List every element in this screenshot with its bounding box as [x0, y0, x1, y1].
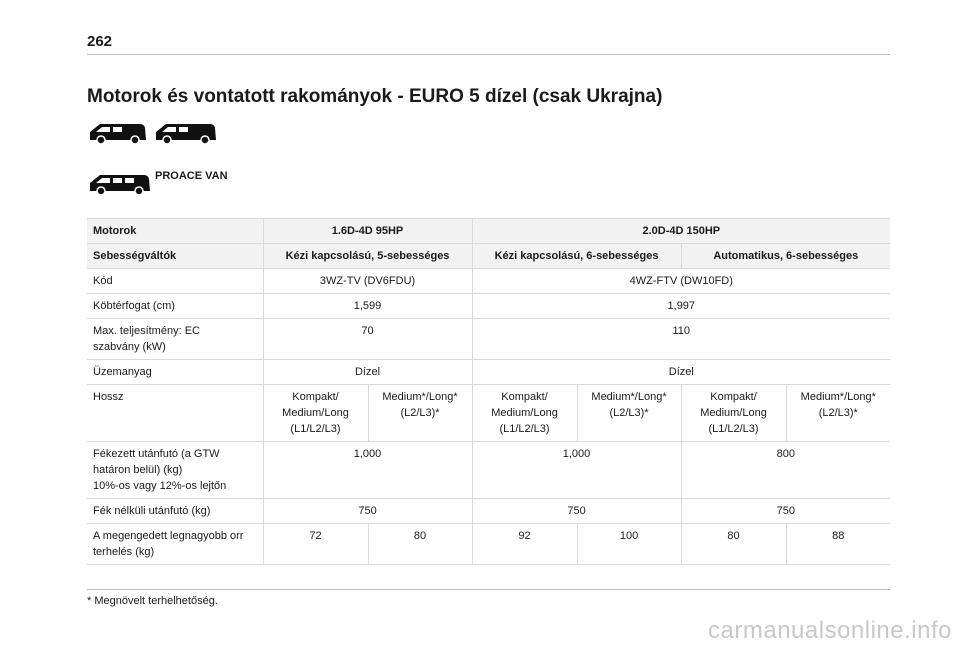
table-row-code — [87, 269, 890, 294]
table-cell: 72 — [263, 524, 368, 565]
table-row-nose-load — [87, 524, 890, 565]
table-cell: 88 — [786, 524, 890, 565]
cell-line: (L2/L3)* — [400, 407, 440, 419]
table-cell: 750 — [681, 499, 890, 524]
table-cell: 800 — [681, 442, 890, 499]
van-medium-icon — [154, 121, 218, 145]
row-label: Üzemanyag — [87, 360, 263, 385]
table-cell: 3WZ-TV (DV6FDU) — [263, 269, 472, 294]
cell-line: (L2/L3)* — [818, 407, 858, 419]
table-row-length — [87, 385, 890, 442]
cell-line: Medium/Long — [700, 407, 767, 419]
cell-line: Medium*/Long* — [800, 391, 876, 403]
row-label-line: szabvány (kW) — [93, 341, 166, 353]
cell-line: (L1/L2/L3) — [499, 423, 550, 435]
table-cell: 750 — [472, 499, 681, 524]
table-row-displacement — [87, 294, 890, 319]
model-label: PROACE VAN — [155, 170, 228, 182]
row-label: Köbtérfogat (cm) — [87, 294, 263, 319]
van-long-icon — [88, 172, 152, 196]
header-divider — [87, 54, 890, 55]
footnote-divider — [87, 589, 890, 590]
table-cell — [368, 385, 472, 442]
table-cell: Dízel — [263, 360, 472, 385]
page-title: Motorok és vontatott rakományok - EURO 5 dízel (csak Ukrajna) — [87, 86, 663, 107]
table-cell: 750 — [263, 499, 472, 524]
table-cell: 80 — [681, 524, 786, 565]
row-label-line: határon belül) (kg) — [93, 464, 183, 476]
table-row-engines — [87, 219, 890, 244]
row-label — [87, 524, 263, 565]
cell-line: Medium*/Long* — [382, 391, 458, 403]
table-cell: 1,000 — [263, 442, 472, 499]
cell-line: Medium/Long — [282, 407, 349, 419]
gearbox-3: Automatikus, 6-sebességes — [681, 244, 890, 269]
cell-line: Medium/Long — [491, 407, 558, 419]
table-row-unbraked-trailer — [87, 499, 890, 524]
table-cell — [472, 385, 577, 442]
row-label — [87, 442, 263, 499]
table-row-fuel — [87, 360, 890, 385]
cell-line: (L1/L2/L3) — [708, 423, 759, 435]
gearbox-1: Kézi kapcsolású, 5-sebességes — [263, 244, 472, 269]
row-label: Kód — [87, 269, 263, 294]
cell-line: Kompakt/ — [501, 391, 548, 403]
table-cell: 100 — [577, 524, 681, 565]
table-cell: 80 — [368, 524, 472, 565]
row-label-line: Max. teljesítmény: EC — [93, 325, 200, 337]
table-row-power — [87, 319, 890, 360]
row-label-line: 10%-os vagy 12%-os lejtőn — [93, 480, 227, 492]
table-cell — [786, 385, 890, 442]
row-label: Hossz — [87, 385, 263, 442]
engine-1: 1.6D-4D 95HP — [263, 219, 472, 244]
row-label-line: terhelés (kg) — [93, 546, 155, 558]
engine-2: 2.0D-4D 150HP — [472, 219, 890, 244]
watermark: carmanualsonline.info — [708, 617, 952, 644]
page-number: 262 — [87, 33, 113, 50]
cell-line: (L1/L2/L3) — [290, 423, 341, 435]
row-label-line: A megengedett legnagyobb orr — [93, 530, 244, 542]
cell-line: Kompakt/ — [292, 391, 339, 403]
table-row-gearboxes — [87, 244, 890, 269]
engine-specs-table — [87, 218, 890, 565]
row-label — [87, 319, 263, 360]
table-cell: 4WZ-FTV (DW10FD) — [472, 269, 890, 294]
gearbox-2: Kézi kapcsolású, 6-sebességes — [472, 244, 681, 269]
table-cell: 1,599 — [263, 294, 472, 319]
table-cell — [577, 385, 681, 442]
row-label: Sebességváltók — [87, 244, 263, 269]
table-cell: 92 — [472, 524, 577, 565]
van-compact-icon — [88, 121, 148, 145]
table-cell: Dízel — [472, 360, 890, 385]
table-cell: 70 — [263, 319, 472, 360]
cell-line: Medium*/Long* — [591, 391, 667, 403]
footnote: * Megnövelt terhelhetőség. — [87, 595, 218, 607]
table-cell: 110 — [472, 319, 890, 360]
row-label-line: Fékezett utánfutó (a GTW — [93, 448, 220, 460]
table-cell: 1,000 — [472, 442, 681, 499]
table-row-braked-trailer — [87, 442, 890, 499]
cell-line: (L2/L3)* — [609, 407, 649, 419]
row-label: Fék nélküli utánfutó (kg) — [87, 499, 263, 524]
row-label: Motorok — [87, 219, 263, 244]
table-cell — [681, 385, 786, 442]
table-cell: 1,997 — [472, 294, 890, 319]
cell-line: Kompakt/ — [710, 391, 757, 403]
table-cell — [263, 385, 368, 442]
